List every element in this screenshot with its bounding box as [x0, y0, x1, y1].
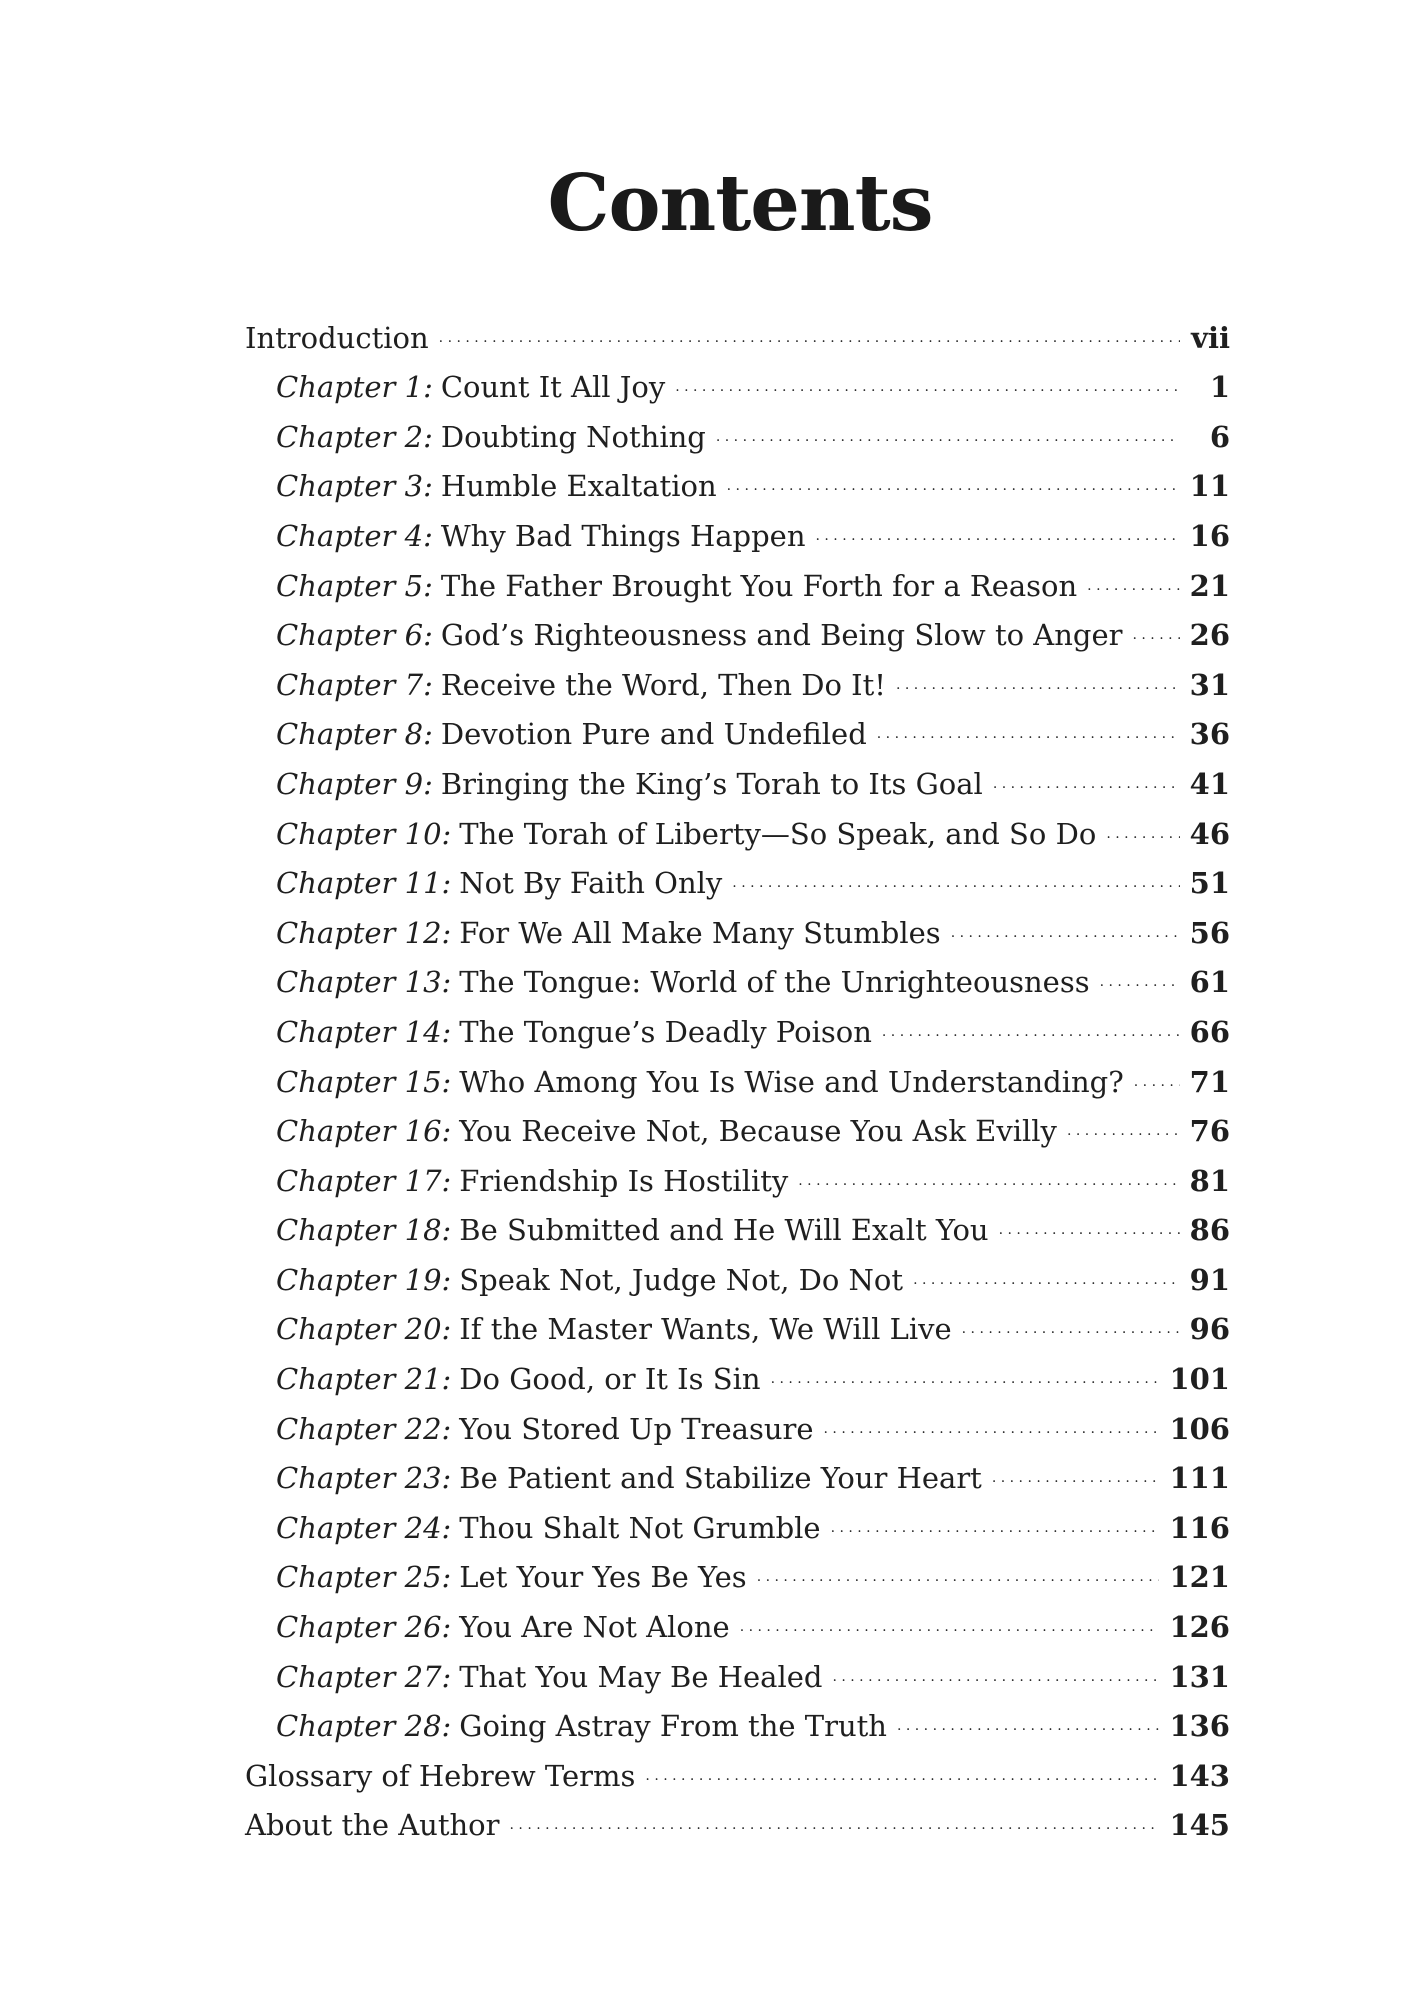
toc-entry-heading: [276, 1553, 747, 1603]
toc-entry-heading: [276, 512, 806, 562]
entry-title: The Father Brought You Forth for a Reason: [440, 568, 1078, 603]
entry-title: About the Author: [245, 1808, 500, 1843]
entry-title: Introduction: [245, 320, 429, 355]
entry-title: Doubting Nothing: [440, 419, 706, 454]
dot-leader: [740, 1587, 1160, 1637]
entry-title: The Tongue: World of the Unrighteousness: [459, 965, 1090, 1000]
toc-entry-heading: [276, 562, 1077, 612]
dot-leader: [951, 893, 1180, 943]
dot-leader: [645, 1736, 1159, 1786]
chapter-label: Chapter 8:: [276, 717, 433, 752]
dot-leader: [1087, 546, 1179, 596]
entry-title: If the Master Wants, We Will Live: [459, 1312, 952, 1347]
toc-entry-heading: [276, 859, 722, 909]
dot-leader: [999, 1191, 1180, 1241]
chapter-label: Chapter 7:: [276, 667, 433, 702]
toc-entry-heading: [276, 1653, 822, 1703]
chapter-label: Chapter 28:: [276, 1709, 452, 1744]
dot-leader: [1067, 1092, 1180, 1142]
entry-title: Be Submitted and He Will Exalt You: [459, 1213, 989, 1248]
dot-leader: [675, 348, 1180, 398]
entry-title: Who Among You Is Wise and Understanding?: [459, 1064, 1124, 1099]
toc-entry-heading: [276, 1355, 761, 1405]
chapter-label: Chapter 16:: [276, 1114, 452, 1149]
entry-title: Not By Faith Only: [459, 866, 723, 901]
page-number: 101: [1169, 1362, 1230, 1397]
dot-leader: [896, 645, 1180, 695]
page-number: 126: [1169, 1610, 1230, 1645]
page-number: 31: [1189, 667, 1230, 702]
page-number: 16: [1189, 518, 1230, 553]
chapter-label: Chapter 24:: [276, 1510, 452, 1545]
dot-leader: [510, 1786, 1160, 1836]
chapter-label: Chapter 11:: [276, 866, 452, 901]
toc-entry-heading: [276, 1008, 872, 1058]
chapter-label: Chapter 1:: [276, 370, 433, 405]
dot-leader: [1134, 1042, 1180, 1092]
toc-entry-heading: [276, 1206, 989, 1256]
page-number: vii: [1191, 320, 1230, 355]
entry-title: You Stored Up Treasure: [459, 1411, 814, 1446]
page-number: 36: [1189, 717, 1230, 752]
dot-leader: [716, 397, 1180, 447]
toc-entry-heading: [276, 462, 717, 512]
page-number: 86: [1189, 1213, 1230, 1248]
page-title: Contents: [547, 158, 933, 249]
chapter-label: Chapter 23:: [276, 1461, 452, 1496]
chapter-label: Chapter 25:: [276, 1560, 452, 1595]
page-number: 71: [1189, 1064, 1230, 1099]
page-number: 1: [1209, 370, 1230, 405]
chapter-label: Chapter 21:: [276, 1362, 452, 1397]
toc-section-entry[interactable]: [245, 298, 1230, 355]
page-number: 46: [1189, 816, 1230, 851]
dot-leader: [831, 1488, 1160, 1538]
dot-leader: [824, 1389, 1160, 1439]
page-number: 66: [1189, 1014, 1230, 1049]
chapter-label: Chapter 10:: [276, 816, 452, 851]
page-number: 11: [1189, 469, 1230, 504]
chapter-label: Chapter 14:: [276, 1014, 452, 1049]
entry-title: Count It All Joy: [440, 370, 666, 405]
dot-leader: [1106, 794, 1179, 844]
page-number: 96: [1189, 1312, 1230, 1347]
dot-leader: [832, 1637, 1159, 1687]
entry-title: Thou Shalt Not Grumble: [459, 1510, 821, 1545]
page-number: 131: [1169, 1659, 1230, 1694]
dot-leader: [1133, 596, 1180, 646]
dot-leader: [798, 1141, 1179, 1191]
page-number: 56: [1189, 915, 1230, 950]
dot-leader: [439, 298, 1180, 348]
entry-title: Let Your Yes Be Yes: [459, 1560, 747, 1595]
dot-leader: [897, 1687, 1159, 1737]
entry-title: The Tongue’s Deadly Poison: [459, 1014, 872, 1049]
entry-title: That You May Be Healed: [459, 1659, 823, 1694]
toc-entry-heading: [276, 1058, 1124, 1108]
chapter-label: Chapter 20:: [276, 1312, 452, 1347]
entry-title: Bringing the King’s Torah to Its Goal: [440, 766, 983, 801]
chapter-label: Chapter 27:: [276, 1659, 452, 1694]
chapter-label: Chapter 4:: [276, 518, 433, 553]
toc-entry-heading: [276, 909, 941, 959]
chapter-label: Chapter 12:: [276, 915, 452, 950]
entry-title: For We All Make Many Stumbles: [459, 915, 941, 950]
entry-title: Be Patient and Stabilize Your Heart: [459, 1461, 982, 1496]
page-number: 81: [1189, 1163, 1230, 1198]
dot-leader: [913, 1240, 1180, 1290]
entry-title: Glossary of Hebrew Terms: [245, 1758, 636, 1793]
entry-title: The Torah of Liberty—So Speak, and So Do: [459, 816, 1097, 851]
entry-title: Going Astray From the Truth: [459, 1709, 887, 1744]
dot-leader: [882, 992, 1180, 1042]
toc-entry-heading: [276, 363, 665, 413]
entry-title: Do Good, or It Is Sin: [459, 1362, 761, 1397]
entry-title: Speak Not, Judge Not, Do Not: [459, 1262, 904, 1297]
page-number: 76: [1189, 1114, 1230, 1149]
toc-entry-heading: [276, 760, 983, 810]
page-number: 21: [1189, 568, 1230, 603]
entry-title: You Receive Not, Because You Ask Evilly: [459, 1114, 1057, 1149]
dot-leader: [732, 844, 1179, 894]
entry-title: Humble Exaltation: [440, 469, 717, 504]
chapter-label: Chapter 2:: [276, 419, 433, 454]
chapter-label: Chapter 26:: [276, 1610, 452, 1645]
page-number: 61: [1189, 965, 1230, 1000]
dot-leader: [877, 695, 1180, 745]
chapter-label: Chapter 15:: [276, 1064, 452, 1099]
page-number: 136: [1169, 1709, 1230, 1744]
table-of-contents: [245, 298, 1230, 1843]
page-number: 91: [1189, 1262, 1230, 1297]
toc-entry-heading: [245, 314, 429, 364]
entry-title: Why Bad Things Happen: [440, 518, 806, 553]
chapter-label: Chapter 6:: [276, 618, 433, 653]
page-number: 145: [1169, 1808, 1230, 1843]
chapter-label: Chapter 17:: [276, 1163, 452, 1198]
toc-entry-heading: [276, 1157, 788, 1207]
dot-leader: [1100, 943, 1180, 993]
page-number: 121: [1169, 1560, 1230, 1595]
dot-leader: [727, 447, 1180, 497]
chapter-label: Chapter 5:: [276, 568, 433, 603]
page-number: 143: [1169, 1758, 1230, 1793]
dot-leader: [962, 1290, 1180, 1340]
chapter-label: Chapter 18:: [276, 1213, 452, 1248]
dot-leader: [757, 1538, 1160, 1588]
page-number: 106: [1169, 1411, 1230, 1446]
toc-entry-heading: [276, 1504, 821, 1554]
entry-title: God’s Righteousness and Being Slow to Anger: [440, 618, 1123, 653]
toc-entry-heading: [276, 710, 867, 760]
page-number: 6: [1209, 419, 1230, 454]
toc-entry-heading: [276, 1603, 730, 1653]
chapter-label: Chapter 9:: [276, 766, 433, 801]
toc-entry-heading: [276, 413, 706, 463]
dot-leader: [993, 744, 1180, 794]
dot-leader: [816, 496, 1180, 546]
toc-entry-heading: [245, 1801, 500, 1851]
entry-title: Friendship Is Hostility: [459, 1163, 789, 1198]
chapter-label: Chapter 3:: [276, 469, 433, 504]
entry-title: You Are Not Alone: [459, 1610, 730, 1645]
page-number: 41: [1189, 766, 1230, 801]
dot-leader: [771, 1339, 1160, 1389]
page-number: 111: [1169, 1461, 1230, 1496]
page-number: 51: [1189, 866, 1230, 901]
entry-title: Receive the Word, Then Do It!: [440, 667, 886, 702]
toc-entry-heading: [276, 661, 886, 711]
dot-leader: [992, 1439, 1160, 1489]
toc-entry-heading: [276, 1405, 814, 1455]
page-number: 26: [1189, 618, 1230, 653]
chapter-label: Chapter 19:: [276, 1262, 452, 1297]
page-number: 116: [1169, 1510, 1230, 1545]
chapter-label: Chapter 22:: [276, 1411, 452, 1446]
chapter-label: Chapter 13:: [276, 965, 452, 1000]
entry-title: Devotion Pure and Undefiled: [440, 717, 867, 752]
toc-entry-heading: [276, 1256, 903, 1306]
